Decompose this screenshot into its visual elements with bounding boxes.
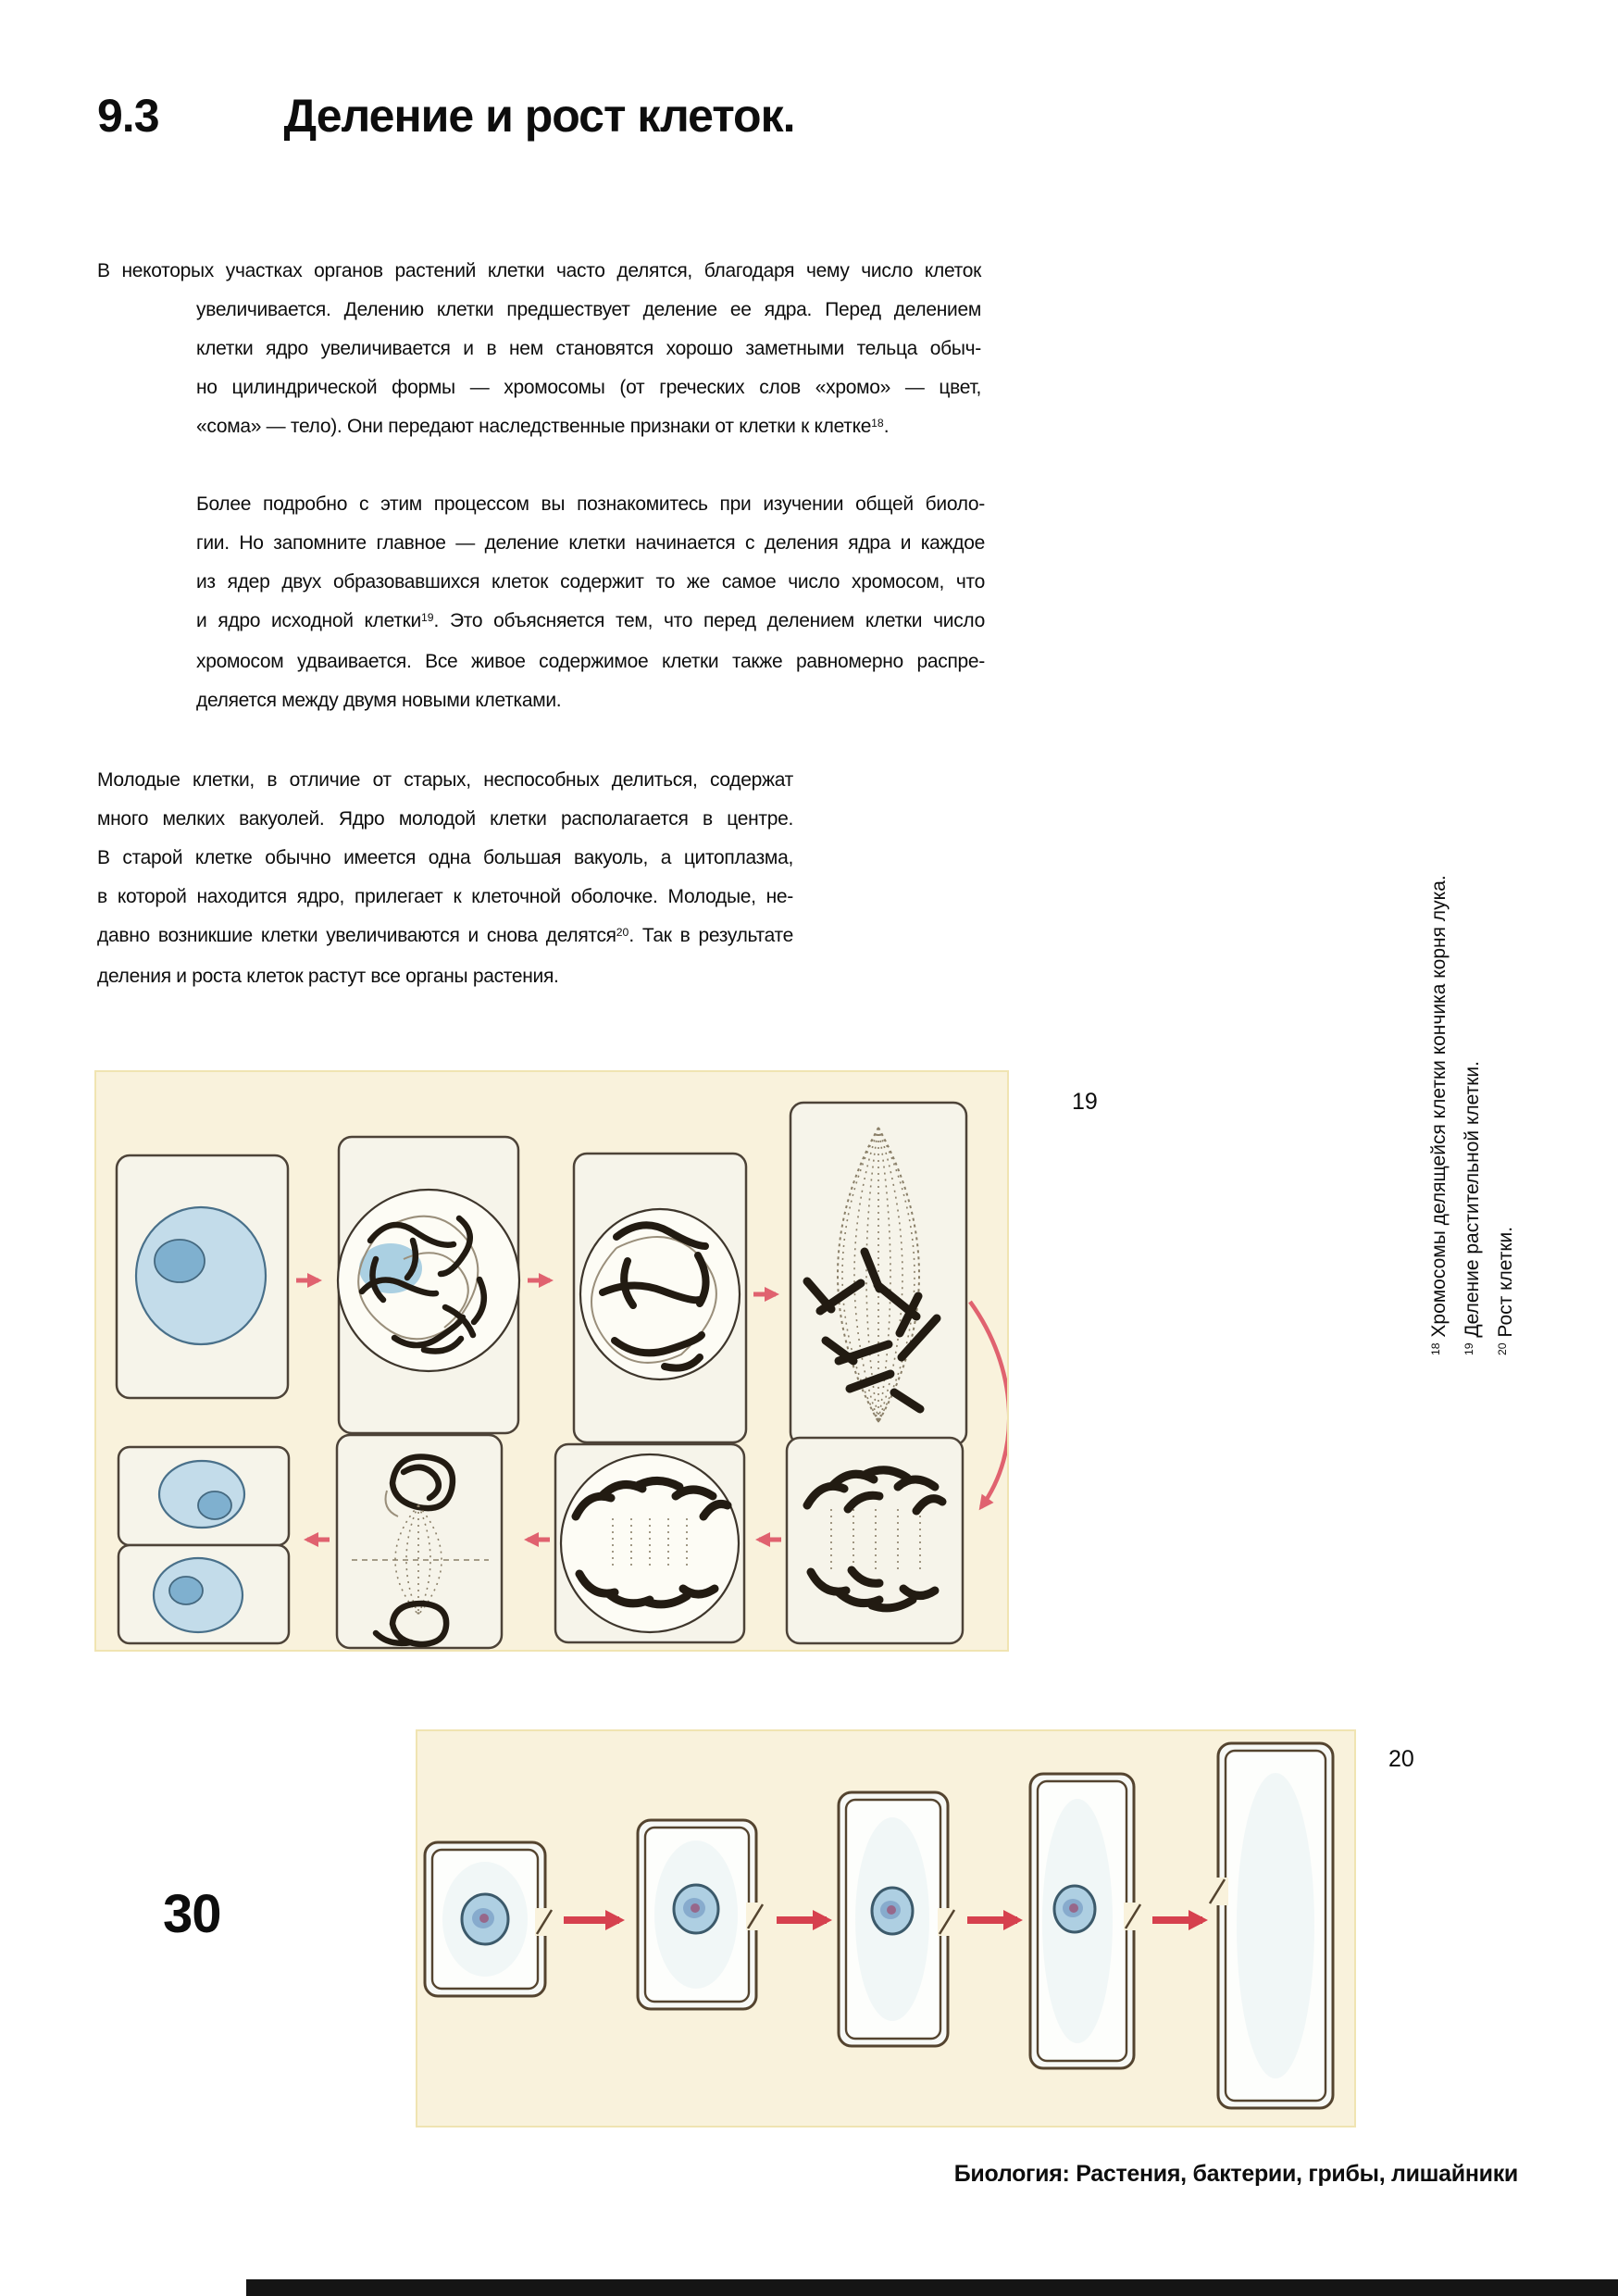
text-line: Молодые клетки, в отличие от старых, неспособных делиться, содержат [97,769,793,791]
metaphase-cell [790,1103,966,1445]
margin-footnotes [1424,875,1524,1355]
text-line: увеличивается. Делению клетки предшествует деление ее ядра. Перед делением [196,299,981,320]
text-line: $^{19}$ Деление растительной клетки. [1462,1061,1483,1355]
footnote-ref-19: 19 [1462,1342,1475,1355]
text-line: давно возникшие клетки увеличиваются и снова делятся$^{20}$. Так в результате [97,925,794,946]
page-edge-shadow [246,2279,1618,2296]
text-line: и ядро исходной клетки$^{19}$. Это объясняется тем, что перед делением клетки число [196,610,985,631]
text-line: $^{20}$ Рост клетки. [1495,1226,1516,1355]
mitosis-diagram [96,1072,1007,1650]
growth-stage-3 [839,1792,958,2046]
text-line: много мелких вакуолей. Ядро молодой клетки располагается в центре. [97,808,793,830]
text-line: из ядер двух образовавшихся клеток содержит то же самое число хромосом, что [196,571,985,593]
text-line: $^{18}$ Хромосомы делящейся клетки кончика корня лука. [1428,875,1450,1355]
growth-stage-1 [425,1842,555,1996]
late-prophase-cell [574,1154,746,1442]
paragraph-1 [97,252,981,448]
figure-20-growth [416,1729,1356,2128]
text-line: в которой находится ядро, прилегает к клеточной оболочке. Молодые, не- [97,886,793,907]
text-line: деления и роста клеток растут все органы растения. [97,966,559,987]
text-line: «сома» — тело). Они передают наследственные признаки от клетки к клетке$^{18}$. [196,416,890,437]
text-line: гии. Но запомните главное — деление клетки начинается с деления ядра и каждое [196,532,985,554]
running-footer: Биология: Растения, бактерии, грибы, лишайники [953,2161,1518,2187]
page-number: 30 [163,1884,221,1944]
text-line: деляется между двумя новыми клетками. [196,690,562,711]
growth-stage-2 [638,1820,766,2009]
figure-19-mitosis [94,1070,1009,1652]
anaphase-cell [787,1438,963,1643]
section-heading [97,89,795,143]
cell-growth-diagram [417,1731,1354,2126]
prophase-cell [338,1137,519,1433]
section-number: 9.3 [97,90,159,142]
footnote-ref-19: 19 [420,610,434,624]
footnote-ref-18: 18 [871,416,884,430]
footnote-ref-20: 20 [616,925,629,939]
row-connector-arrow [970,1302,1007,1507]
growth-stage-4 [1030,1774,1144,2068]
text-line: В некоторых участках органов растений клетки часто делятся, благодаря чему число клеток [97,260,981,281]
figure-19-label: 19 [1072,1089,1098,1115]
daughter-cells [118,1447,289,1643]
late-anaphase-cell [555,1444,744,1642]
interphase-cell [117,1155,288,1398]
footnote-ref-20: 20 [1495,1342,1509,1355]
telophase-cell [337,1435,502,1648]
text-line: Более подробно с этим процессом вы познакомитесь при изучении общей биоло- [196,493,985,515]
text-line: но цилиндрической формы — хромосомы (от греческих слов «хромо» — цвет, [196,377,981,398]
figure-20-label: 20 [1388,1746,1414,1772]
footnote-ref-18: 18 [1428,1342,1442,1355]
text-line: В старой клетке обычно имеется одна большая вакуоль, а цитоплазма, [97,847,793,868]
text-line: клетки ядро увеличивается и в нем становятся хорошо заметными тельца обыч- [196,338,981,359]
page-title: Деление и рост клеток. [283,90,795,142]
paragraph-2 [196,485,985,720]
growth-stage-5 [1208,1743,1333,2108]
text-line: хромосом удваивается. Все живое содержимое клетки также равномерно распре- [196,651,985,672]
paragraph-3 [97,761,793,996]
